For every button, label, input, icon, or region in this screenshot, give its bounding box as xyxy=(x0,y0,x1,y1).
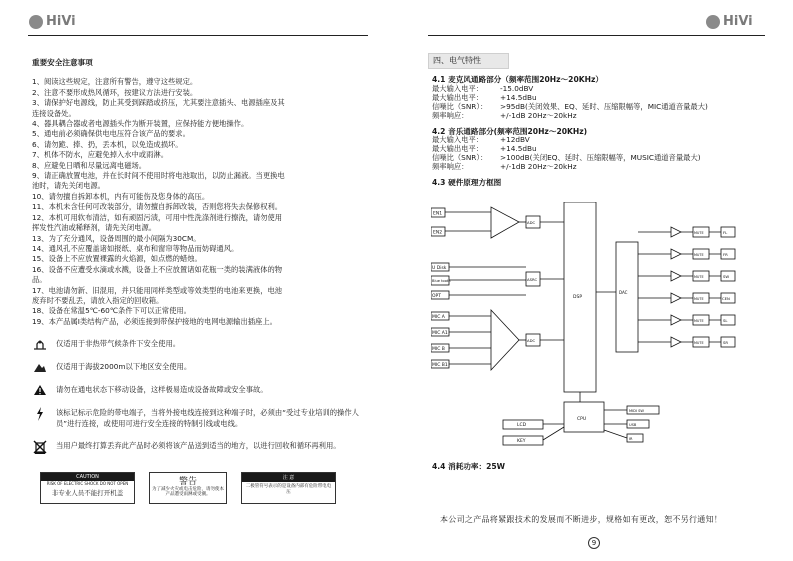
spec-row: 频率响应： +/-1dB 20Hz～20kHz xyxy=(432,110,577,120)
list-item: 2、注意不要形成热风循环，按建议方法进行安装。 xyxy=(32,87,198,97)
symbol-note-recycle xyxy=(32,440,362,454)
spec-row: 信噪比（SNR）： >95dB(关闭效果、EQ、延时、压缩限幅等，MIC通道音量最大) xyxy=(432,101,708,111)
list-item: 挥发性汽油或稀释剂，请先关闭电源。 xyxy=(32,223,157,233)
input-label: EN1 xyxy=(433,211,443,217)
list-item: 8、应避免日晒和尽量远离电磁场。 xyxy=(32,160,147,170)
input-label: MIC B1 xyxy=(432,363,448,368)
warning-text: 为了减少火灾或电击危险，请勿使本产品遭受雨淋或受潮。 xyxy=(152,487,224,497)
list-item: 15、设备上不应放置裸露的火焰源，如点燃的蜡烛。 xyxy=(32,254,202,264)
warning-labels xyxy=(40,472,336,504)
mute-label: MUTE xyxy=(694,297,704,301)
list-item: 18、设备在常温5℃-60℃条件下可以正常使用。 xyxy=(32,306,191,316)
list-item: 19、本产品属I类结构产品，必须连接到带保护接地的电网电源输出插座上。 xyxy=(32,316,277,326)
spec-row: 最大输出电平： +14.5dBu xyxy=(432,144,537,154)
section-title-bar: 四、电气特性 xyxy=(428,53,509,69)
caution-text: 非专业人员不能打开机盖 xyxy=(51,489,124,497)
spec-row: 最大输入电平： +12dBV xyxy=(432,135,530,145)
list-item: 4、器具耦合器或者电源插头作为断开装置，应保持能方便地操作。 xyxy=(32,119,249,129)
adc-label: ADC xyxy=(527,338,536,343)
list-item: 废弃时不要乱丢，请放入指定的回收箱。 xyxy=(32,295,164,305)
safety-title: 重要安全注意事项 xyxy=(32,58,93,67)
list-item: 10、请勿擅自拆卸本机，内有可能伤及您身体的高压。 xyxy=(32,191,210,201)
tropical-icon xyxy=(32,338,48,350)
page-number: 9 xyxy=(588,537,600,549)
mute-label: MUTE xyxy=(694,253,704,257)
input-label: Blue tooth xyxy=(432,279,451,283)
output-label: CEN xyxy=(722,296,730,301)
music-section-title: 4.2 音乐通路部分(频率范围20Hz～20KHz) xyxy=(432,126,588,136)
lcd-label: LCD xyxy=(517,423,527,428)
mute-label: MUTE xyxy=(694,231,704,235)
input-label: EN2 xyxy=(433,230,443,236)
header-divider-left xyxy=(28,35,368,36)
mute-label: MUTE xyxy=(694,319,704,323)
list-item: 品。 xyxy=(32,275,47,285)
output-label: SR xyxy=(723,340,729,345)
spec-row: 信噪比（SNR）： >100dB(关闭EQ、延时、压缩限幅等，MUSIC通道音量最大) xyxy=(432,153,701,163)
list-item: 连接设备处。 xyxy=(32,108,76,118)
recycle-bin-icon xyxy=(32,440,48,454)
symbol-note-altitude xyxy=(32,361,362,373)
key-label: KEY xyxy=(517,439,526,444)
output-label: SW xyxy=(723,274,730,279)
list-item: 11、本机未含任何可改装部分，请勿擅自拆卸改装，否则您将失去保修权利。 xyxy=(32,202,283,212)
list-item: 7、机体不防水，应避免掉入水中或雨淋。 xyxy=(32,150,168,160)
list-item: 5、通电前必须确保供电电压符合该产品的要求。 xyxy=(32,129,190,139)
warning-label xyxy=(149,472,227,504)
adc-label: ADC xyxy=(527,220,536,225)
asrc-label: ASRC xyxy=(527,277,538,282)
symbol-text: 该标记标示危险的带电端子，当将外接电线连接到这种端子时，必须由“受过专业培训的操作人员”进行连接，或使用可进行安全连接的特制引线或电线。 xyxy=(56,408,359,429)
cpu-label: CPU xyxy=(577,417,587,422)
symbol-note-tropical xyxy=(32,338,362,350)
input-label: MIC A1 xyxy=(432,331,448,336)
list-item: 13、为了充分通风，设备周围的最小间隔为30CM。 xyxy=(32,233,201,243)
port-label: IR xyxy=(629,437,633,441)
input-label: MIC A xyxy=(432,315,445,320)
symbol-note-warning xyxy=(32,384,362,396)
list-item: 1、阅读这些规定，注意所有警告，遵守这些规定。 xyxy=(32,77,198,87)
caution-title: CAUTION xyxy=(41,473,134,481)
spec-row: 频率响应： +/-1dB 20Hz～20kHz xyxy=(432,162,577,172)
warning-title: 警告 xyxy=(178,477,197,487)
port-label: MIDI SW xyxy=(629,409,644,413)
logo-text: HiVi xyxy=(723,14,753,29)
warning-triangle-icon xyxy=(32,384,48,396)
caution-label xyxy=(40,472,135,504)
notice-label xyxy=(241,472,336,504)
symbol-text: 仅适用于非热带气候条件下安全使用。 xyxy=(56,339,181,349)
list-item: 16、设备不应遭受水滴或水溅，设备上不应放置诸如花瓶一类的装满液体的物 xyxy=(32,264,283,274)
output-label: FR xyxy=(723,252,728,257)
symbol-text: 当用户最终打算丢弃此产品时必须将该产品送到适当的地方，以进行回收和循环再利用。 xyxy=(56,441,341,451)
power-consumption: 4.4 消耗功率：25W xyxy=(432,462,506,471)
lightning-icon xyxy=(32,407,48,421)
input-label: U Disk xyxy=(432,266,447,271)
hivi-logo-icon xyxy=(706,15,720,29)
spec-row: 最大输入电平： -15.0dBV xyxy=(432,83,534,93)
caution-subtitle: RISK OF ELECTRIC SHOCK DO NOT OPEN xyxy=(46,481,129,486)
brand-logo-right xyxy=(706,14,753,29)
footer-note: 本公司之产品将紧跟技术的发展而不断进步，规格如有更改，恕不另行通知！ xyxy=(440,515,723,524)
notice-title: 注 意 xyxy=(242,473,335,482)
port-label: USB xyxy=(629,423,637,427)
list-item: 17、电池请勿新、旧混用，并只能用同样类型或等效类型的电池来更换，电池 xyxy=(32,285,283,295)
symbol-text: 请勿在通电状态下移动设备，这样极易造成设备故障或安全事故。 xyxy=(56,385,268,395)
list-item: 3、请保护好电源线，防止其受到踩踏或挤压，尤其要注意插头、电源插座及其 xyxy=(32,98,285,108)
mic-section-title: 4.1 麦克风通路部分（频率范围20Hz～20KHz） xyxy=(432,75,603,84)
safety-section xyxy=(32,58,362,454)
dac-label: DAC xyxy=(619,290,628,295)
input-label: MIC B xyxy=(432,347,445,352)
dac-box xyxy=(616,242,638,352)
dsp-label: DSP xyxy=(573,295,583,300)
list-item: 6、请勿跪、捧、扔，丢本机，以免造成损坏。 xyxy=(32,139,183,149)
spec-row: 最大输出电平： +14.5dBu xyxy=(432,92,537,102)
electrical-specs xyxy=(432,76,767,188)
diagram-section-title: 4.3 硬件原理方框图 xyxy=(432,178,502,188)
mute-label: MUTE xyxy=(694,275,704,279)
brand-logo-left xyxy=(29,14,76,29)
output-label: SL xyxy=(723,318,728,323)
list-item: 14、通风孔不应覆盖诸如报纸、桌布和窗帘等物品而妨碍通风。 xyxy=(32,243,239,253)
logo-text: HiVi xyxy=(46,14,76,29)
output-label: FL xyxy=(723,230,728,235)
list-item: 12、本机可用软布清洁，如有顽固污渍，可用中性洗涤剂进行擦洗，请勿使用 xyxy=(32,212,283,222)
symbol-text: 仅适用于海拔2000m以下地区安全使用。 xyxy=(56,362,192,372)
symbol-note-lightning xyxy=(32,407,362,429)
mute-label: MUTE xyxy=(694,341,704,345)
hardware-block-diagram xyxy=(431,202,761,457)
output-channels xyxy=(638,227,735,347)
notice-text: 二极管符号表示的是设备内部有危险带电电压 xyxy=(245,484,332,495)
header-divider-right xyxy=(428,35,765,36)
altitude-icon xyxy=(32,361,48,373)
safety-list xyxy=(32,77,362,327)
list-item: 9、请正确放置电池，并在长时间不使用时将电池取出，以防止漏液。当更换电 xyxy=(32,171,285,181)
list-item: 池时，请先关闭电源。 xyxy=(32,181,105,191)
input-label: OPT xyxy=(432,294,442,299)
hivi-logo-icon xyxy=(29,15,43,29)
